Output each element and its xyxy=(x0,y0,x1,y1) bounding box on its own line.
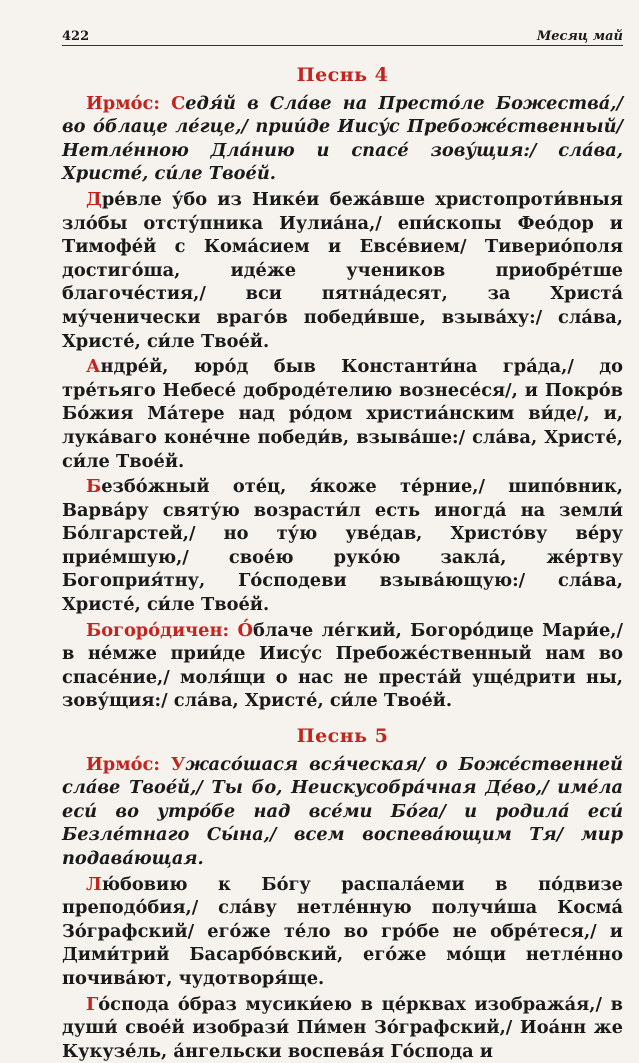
paragraph-text: езбо́жный оте́ц, я́коже те́рние,/ шипо́вник, Варва́ру святу́ю возрасти́л есть иногда́ на земли́ Бо́лгарстей,/ но ту́ю уве́дав, Христо́ву ве́ру прие́мшую,/ свое́ю руко́ю закла́, же́ртву Богоприя́тну, Го́сподеви взыва́ющую:/ сла́ва, Христе́, си́ле Твое́й. xyxy=(62,476,623,616)
paragraph-lead: Б xyxy=(86,476,102,498)
paragraph-lead: Ирмо́с: У xyxy=(86,753,186,775)
running-title: Месяц май xyxy=(536,29,623,44)
section-heading: Песнь 5 xyxy=(296,725,389,748)
paragraph-lead: Богоро́дичен: О́ xyxy=(86,619,253,641)
page-content xyxy=(62,64,623,1063)
troparion-paragraph xyxy=(62,873,623,991)
section-ode-5 xyxy=(62,725,623,1063)
paragraph-text: едя́й в Сла́ве на Престо́ле Божества́,/ во о́блаце ле́гце,/ прии́де Иису́с Пребоже́ственный/ Нетле́нною Дла́нию и спасе́ зову́щия:/ сла́ва, Христе́, си́ле Твое́й. xyxy=(62,92,623,185)
troparion-paragraph xyxy=(62,188,623,353)
header-rule xyxy=(62,45,623,46)
irmos-paragraph xyxy=(62,92,623,186)
section-heading: Песнь 4 xyxy=(296,64,389,86)
paragraph-text: ре́вле у́бо из Нике́и бежа́вше христопроти́вныя зло́бы отсту́пника Иулиа́на,/ епи́скопы Фео́дор и Тимофе́й с Кома́сием и Евсе́вием/ Тиверио́поля достиго́ша, иде́же учеников приобре́тше благоче́стия,/ вси пятна́десят, за Христа́ му́ченически враго́в победи́вше, взыва́ху:/ сла́ва, Христе́, си́ле Твое́й. xyxy=(62,188,623,352)
paragraph-text: блаче ле́гкий, Богоро́дице Мари́е,/ в не́мже прии́де Иису́с Пребоже́ственный нам во спасе́ние,/ моля́щи о нас не преста́й уще́дрити ны, зову́щия:/ сла́ва, Христе́, си́ле Твое́й. xyxy=(62,619,623,712)
paragraph-lead: А xyxy=(86,356,101,378)
page-number: 422 xyxy=(62,29,90,44)
paragraph-lead: Л xyxy=(86,873,102,895)
paragraph-lead: Д xyxy=(86,188,102,210)
paragraph-text: ю́бовию к Бо́гу распала́еми в по́двизе преподо́бия,/ сла́ву нетле́нную получи́ша Косма́ Зо́графский/ его́же те́ло во гро́бе не обре́теся,/ и Дими́трий Басарбо́вский, его́же мо́щи нетле́нно почива́ют, чудотворя́ще. xyxy=(62,873,623,989)
paragraph-lead: Г xyxy=(86,993,99,1015)
troparion-paragraph xyxy=(62,475,623,617)
irmos-paragraph xyxy=(62,753,623,871)
paragraph-text: жасо́шася вся́ческая/ о Боже́ственней сла́ве Твое́й,/ Ты бо, Неискусобра́чная Де́во,/ име́ла еси́ во утро́бе над все́ми Бо́га/ и родила́ еси́ Безле́тнаго Сы́на,/ всем воспева́ющим Тя/ мир подава́ющая. xyxy=(62,753,623,869)
paragraph-text: ндре́й, юро́д быв Константи́на гра́да,/ до тре́тьяго Небесе́ доброде́телию вознесе́ся/, и Покро́в Бо́жия Ма́тере над ро́дом христиа́нским ви́де/, и, лука́ваго коне́чне победи́в, взыва́ше:/ сла́ва, Христе́, си́ле Твое́й. xyxy=(62,356,623,472)
troparion-paragraph xyxy=(62,355,623,473)
paragraph-lead: Ирмо́с: С xyxy=(86,92,186,114)
troparion-paragraph xyxy=(62,993,623,1063)
theotokion-paragraph xyxy=(62,619,623,713)
paragraph-text: о́спода о́браз мусики́ею в це́рквах изобража́я,/ в души́ свое́й изобрази́ Пи́мен Зо́графский,/ Иоа́нн же Кукузе́ль, а́нгельски воспева́я Го́спода и xyxy=(62,993,623,1062)
page-header xyxy=(62,22,623,44)
section-ode-4 xyxy=(62,64,623,713)
